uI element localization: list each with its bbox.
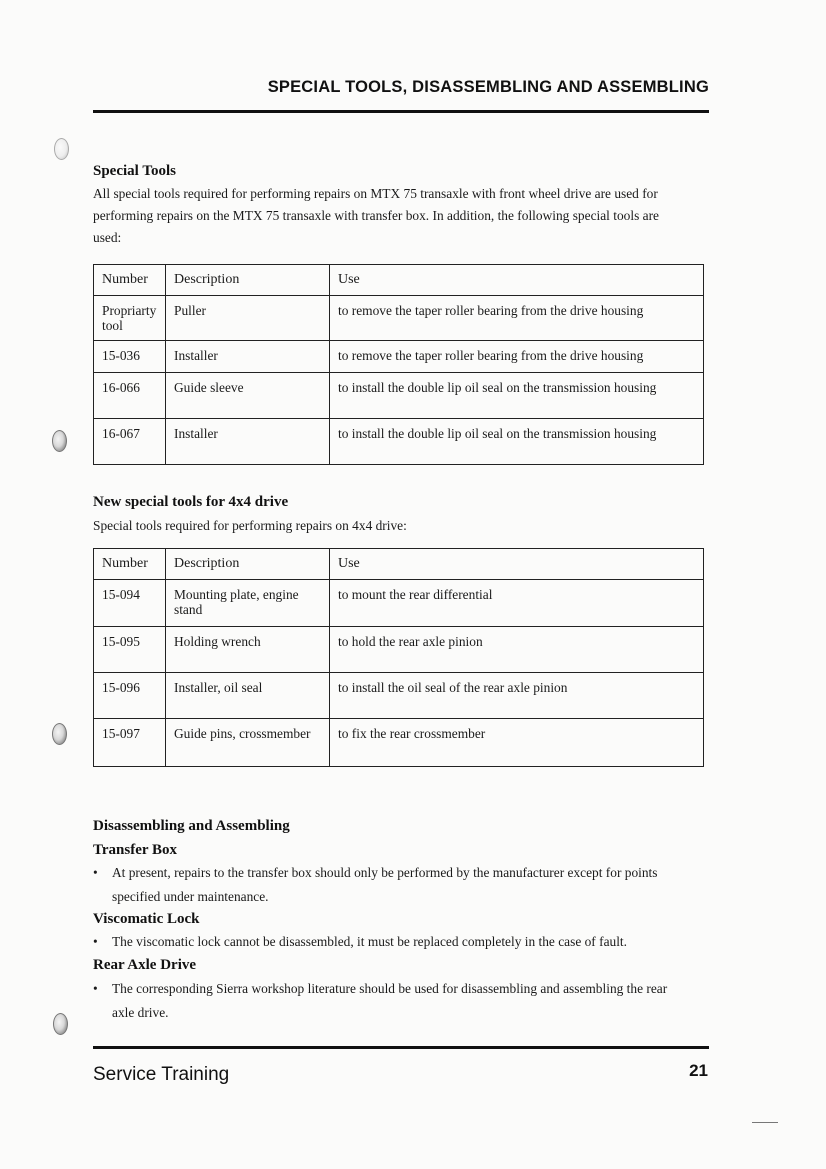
column-header-use: Use [330,265,704,296]
tool-use: to mount the rear differential [330,580,704,627]
tool-description: Holding wrench [166,627,330,673]
page-title: SPECIAL TOOLS, DISASSEMBLING AND ASSEMBLING [267,78,709,96]
tool-use: to hold the rear axle pinion [330,627,704,673]
tool-description: Puller [166,296,330,341]
tool-description: Installer [166,419,330,465]
table-row [94,580,704,627]
disassembly-heading: Disassembling and Assembling [93,818,290,834]
viscomatic-bullet [93,930,709,954]
tool-use: to install the oil seal of the rear axle pinion [330,673,704,719]
transfer-box-bullet [93,861,709,909]
table-header-row [94,549,704,580]
bullet-symbol: • [93,981,98,996]
tool-use: to fix the rear crossmember [330,719,704,767]
tool-use: to install the double lip oil seal on the transmission housing [330,419,704,465]
table-row [94,419,704,465]
tool-description: Mounting plate, engine stand [166,580,330,627]
viscomatic-heading: Viscomatic Lock [93,911,200,927]
table-row [94,373,704,419]
table-row [94,296,704,341]
table-header-row [94,265,704,296]
rear-axle-heading: Rear Axle Drive [93,957,197,973]
intro-line-3: used: [93,230,122,245]
binder-hole-4 [53,1013,68,1035]
column-header-description: Description [166,549,330,580]
page-number: 21 [689,1061,708,1080]
binder-hole-1 [54,138,69,160]
table-row [94,673,704,719]
special-tools-table [93,264,704,465]
special-tools-intro [93,183,709,249]
bullet-text [112,977,708,1025]
tool-number: 16-067 [94,419,166,465]
binder-hole-3 [52,723,67,745]
tool-use: to remove the taper roller bearing from the drive housing [330,341,704,373]
tool-number: 15-097 [94,719,166,767]
transfer-box-heading: Transfer Box [93,842,178,858]
intro-line-1: All special tools required for performing repairs on MTX 75 transaxle with front wheel drive are used for [93,186,658,201]
table-row [94,719,704,767]
column-header-number: Number [94,265,166,296]
special-tools-heading: Special Tools [93,163,176,179]
new-tools-table [93,548,704,767]
intro-line-2: performing repairs on the MTX 75 transaxle with transfer box. In addition, the following special tools are [93,208,659,223]
bullet-line-1: The viscomatic lock cannot be disassembled, it must be replaced completely in the case of fault. [112,934,627,949]
tool-use: to install the double lip oil seal on the transmission housing [330,373,704,419]
tool-number: 15-095 [94,627,166,673]
bullet-text [112,930,708,954]
binder-hole-2 [52,430,67,452]
bullet-text [112,861,708,909]
bullet-symbol: • [93,934,98,949]
table-row [94,341,704,373]
tool-description: Guide pins, crossmember [166,719,330,767]
column-header-use: Use [330,549,704,580]
column-header-number: Number [94,549,166,580]
footer-label: Service Training [93,1064,230,1085]
tool-number: 15-094 [94,580,166,627]
new-tools-heading: New special tools for 4x4 drive [93,494,289,510]
tool-use: to remove the taper roller bearing from the drive housing [330,296,704,341]
bullet-line-2: axle drive. [112,1005,169,1020]
tool-number: 15-036 [94,341,166,373]
bullet-symbol: • [93,865,98,880]
bullet-line-1: The corresponding Sierra workshop literature should be used for disassembling and assembling the rear [112,981,668,996]
table-row [94,627,704,673]
bullet-line-1: At present, repairs to the transfer box should only be performed by the manufacturer except for points [112,865,658,880]
column-header-description: Description [166,265,330,296]
footer-rule [93,1046,709,1049]
tool-description: Guide sleeve [166,373,330,419]
tool-description: Installer, oil seal [166,673,330,719]
tool-number: 15-096 [94,673,166,719]
rear-axle-bullet [93,977,709,1025]
header-rule [93,110,709,113]
bullet-line-2: specified under maintenance. [112,889,269,904]
tool-number: Propriarty tool [94,296,166,341]
new-tools-intro: Special tools required for performing repairs on 4x4 drive: [93,518,407,533]
tool-number: 16-066 [94,373,166,419]
scan-mark [752,1122,778,1123]
tool-description: Installer [166,341,330,373]
